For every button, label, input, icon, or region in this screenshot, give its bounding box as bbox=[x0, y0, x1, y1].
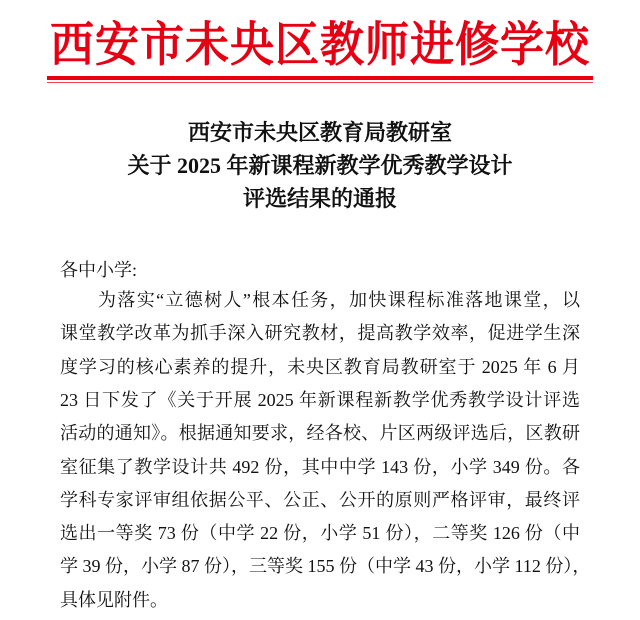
body-line: 活动的通知》。根据通知要求，经各校、片区两级评选后，区教研 bbox=[60, 423, 580, 443]
salutation: 各中小学: bbox=[60, 260, 138, 280]
masthead-divider bbox=[47, 76, 593, 80]
body-line: 具体见附件。 bbox=[60, 590, 168, 610]
body-line: 23 日下发了《关于开展 2025 年新课程新教学优秀教学设计评选 bbox=[60, 390, 580, 410]
document-title-line-3: 评选结果的通报 bbox=[242, 186, 397, 211]
masthead-title: 西安市未央区教师进修学校 bbox=[50, 18, 590, 72]
body-line: 室征集了教学设计共 492 份，其中中学 143 份，小学 349 份。各 bbox=[60, 457, 580, 477]
body-line: 度学习的核心素养的提升，未央区教育局教研室于 2025 年 6 月 bbox=[60, 357, 580, 377]
document-title-line-1: 西安市未央区教育局教研室 bbox=[187, 120, 452, 145]
body-line: 为落实“立德树人”根本任务，加快课程标准落地课堂，以 bbox=[98, 290, 580, 310]
body-line: 课堂教学改革为抓手深入研究教材，提高教学效率，促进学生深 bbox=[60, 323, 580, 343]
document-title-line-2: 关于 2025 年新课程新教学优秀教学设计 bbox=[127, 153, 513, 178]
masthead-divider-thin bbox=[47, 82, 593, 84]
body-line: 学 39 份，小学 87 份），三等奖 155 份（中学 43 份，小学 112 份）， bbox=[60, 556, 591, 576]
body-line: 学科专家评审组依据公平、公正、公开的原则严格评审，最终评 bbox=[60, 490, 580, 510]
body-line: 选出一等奖 73 份（中学 22 份，小学 51 份），二等奖 126 份（中 bbox=[60, 523, 580, 543]
